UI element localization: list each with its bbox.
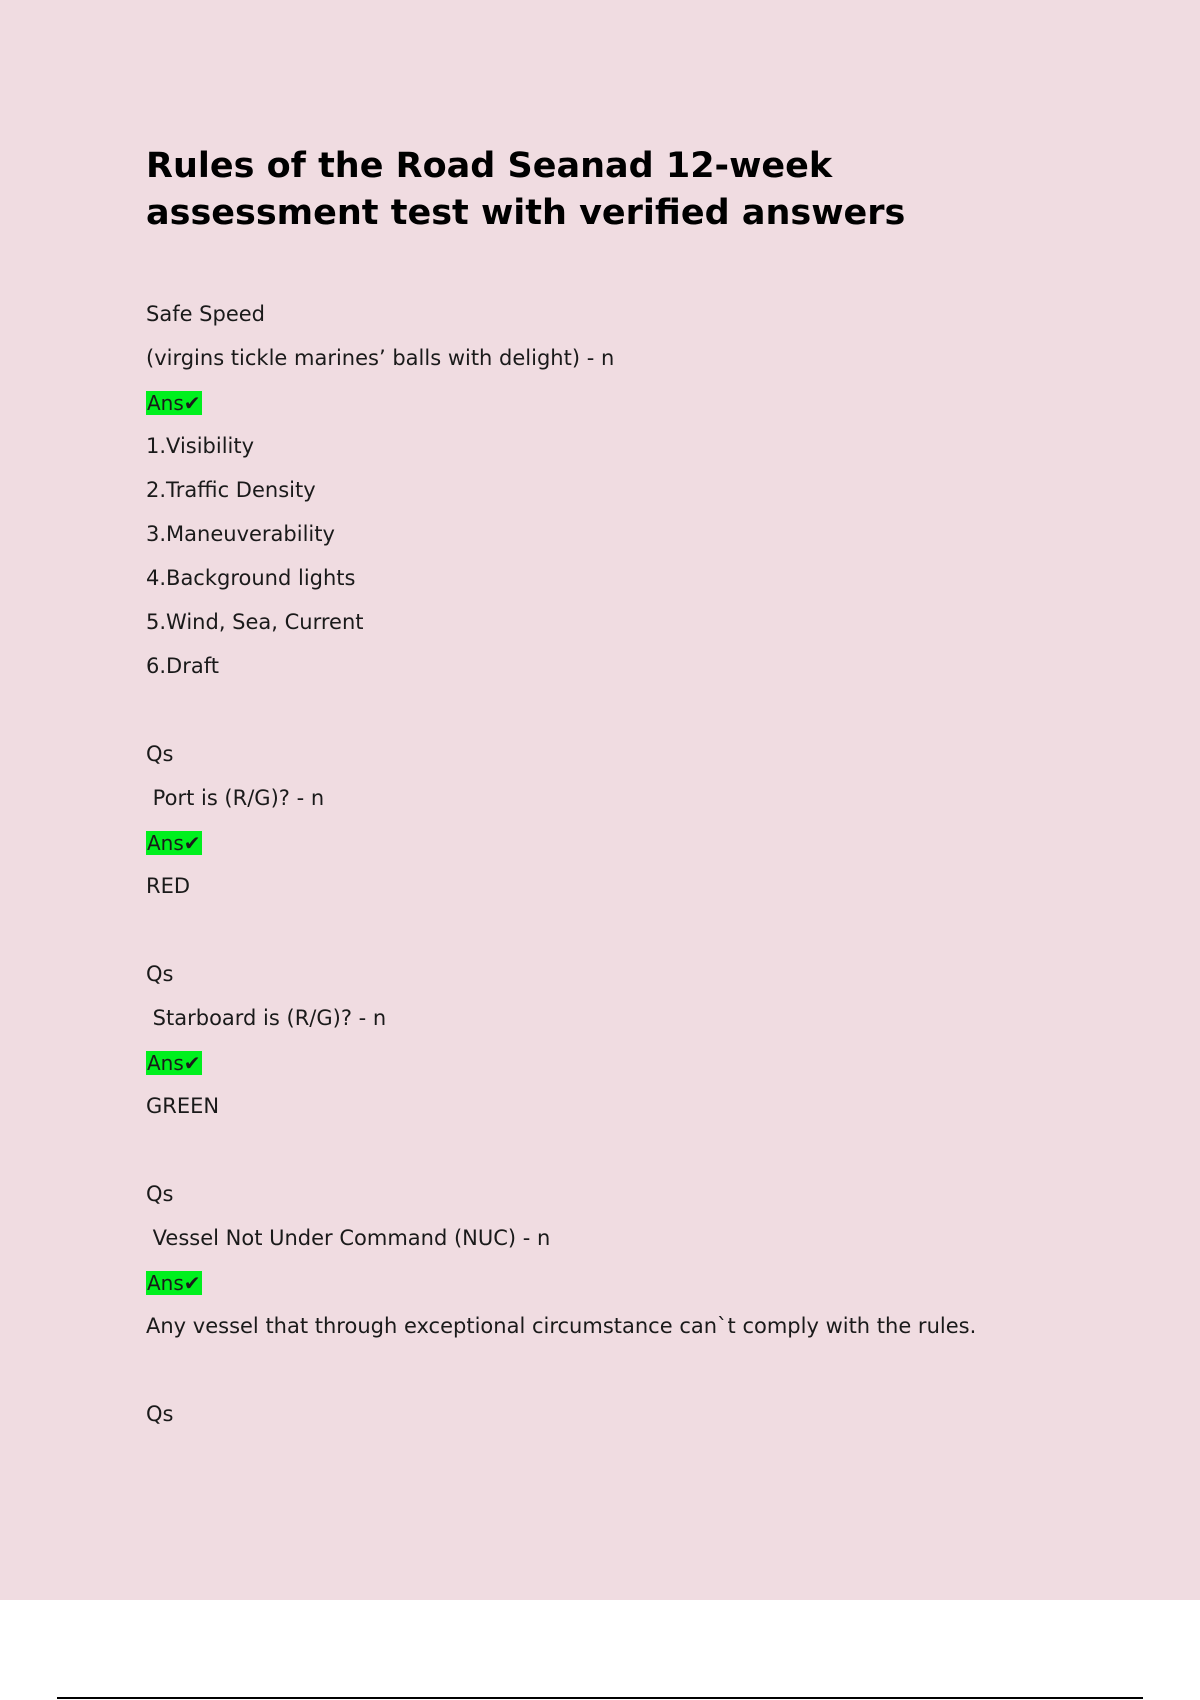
question-prompt: Port is (R/G)? - n — [146, 786, 325, 810]
spacer — [146, 908, 1096, 952]
question-prompt: Vessel Not Under Command (NUC) - n — [146, 1226, 551, 1250]
answer-item: 3.Maneuverability — [146, 522, 335, 546]
answer-item: 2.Traffic Density — [146, 478, 316, 502]
answer-badge-row — [146, 1040, 1096, 1084]
question-label: Qs — [146, 742, 174, 766]
document-content — [146, 143, 1096, 1436]
title-line-1: Rules of the Road Seanad 12-week — [146, 146, 833, 186]
answer-badge: Ans✔ — [147, 391, 201, 415]
answer-badge-row — [146, 1260, 1096, 1304]
title-line-2: assessment test with verified answers — [146, 193, 906, 233]
footer-divider — [57, 1697, 1143, 1699]
answer-badge-row — [146, 380, 1096, 424]
question-label: Qs — [146, 1402, 174, 1426]
question-heading: Safe Speed — [146, 302, 266, 326]
qa-block — [146, 1172, 1096, 1348]
spacer — [146, 1348, 1096, 1392]
answer-text: Any vessel that through exceptional circumstance can`t comply with the rules. — [146, 1314, 977, 1338]
question-label: Qs — [146, 962, 174, 986]
document-title — [146, 143, 1096, 237]
qa-list — [146, 292, 1096, 1436]
question-prompt: Starboard is (R/G)? - n — [146, 1006, 387, 1030]
answer-badge: Ans✔ — [147, 831, 201, 855]
answer-item: 5.Wind, Sea, Current — [146, 610, 364, 634]
answer-item: 1.Visibility — [146, 434, 255, 458]
question-label: Qs — [146, 1182, 174, 1206]
answer-badge: Ans✔ — [147, 1271, 201, 1295]
answer-badge-row — [146, 820, 1096, 864]
spacer — [146, 688, 1096, 732]
answer-text: GREEN — [146, 1094, 220, 1118]
qa-block — [146, 732, 1096, 908]
answer-item: 6.Draft — [146, 654, 219, 678]
spacer — [146, 1128, 1096, 1172]
answer-text: RED — [146, 874, 191, 898]
question-prompt: (virgins tickle marines’ balls with delight) - n — [146, 346, 615, 370]
answer-item: 4.Background lights — [146, 566, 356, 590]
answer-badge: Ans✔ — [147, 1051, 201, 1075]
qa-block-safe-speed — [146, 292, 1096, 688]
qa-block — [146, 952, 1096, 1128]
